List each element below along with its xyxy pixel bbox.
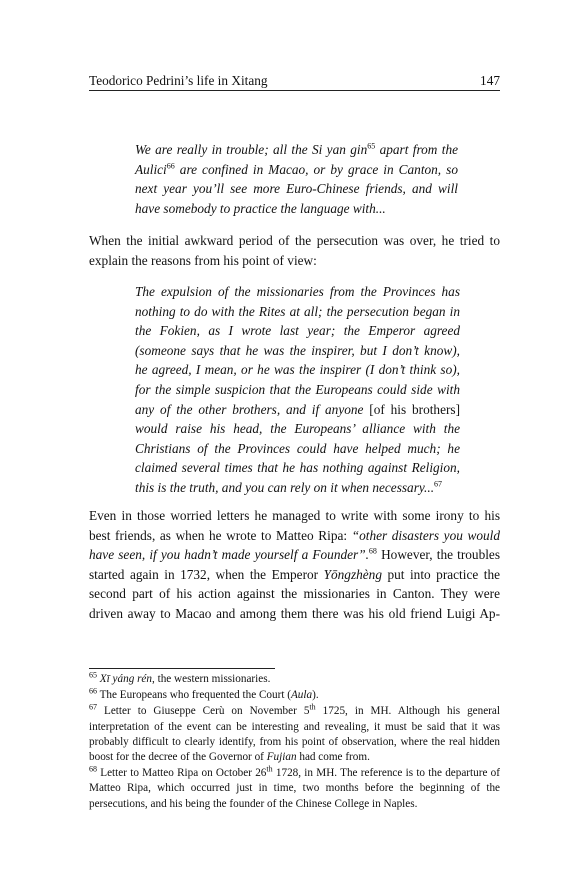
footnotes [89,672,500,813]
para2-line-3: have seen, if you hadn’t made yourself a Founder”.$^{68}$ However, the troubles [89,546,500,563]
quote1-line-1: We are really in trouble; all the Si yan gin$^{65}$ apart from the [135,141,458,157]
editorial-insert: [of his brothers] [369,401,461,417]
quote1-line-3: next year you’ll see more Euro-Chinese friends, and will [135,181,458,197]
quote1-line-2: Aulici$^{66}$ are confined in Macao, or by grace in Canton, so [135,161,458,177]
paragraph-2 [89,506,500,624]
footnote-68: $^{68}$ Letter to Matteo Ripa on October 26th 1728, in MH. The reference is to the departure of Matteo Ripa, which occurred just in time, two months before the beginning of the persecutions, and his being the founder of the Chinese College in Naples. [89,764,500,810]
running-header [89,73,500,89]
quote2-line: claimed several times that he has nothing against Religion, [135,460,460,476]
para2-line-4: started again in 1732, when the Emperor Yōngzhèng put into practice the [89,566,500,582]
block-quote-1 [135,140,458,218]
quote2-line: nothing to do with the Rites at all; the persecution began in [135,303,460,319]
quote2-line: would raise his head, the Europeans’ alliance with the [135,421,460,437]
footnote-65: $^{65}$ Xī yáng rén, the western missionaries. [89,670,271,685]
quote2-line: he agreed, I mean, or he was the inspirer (I don’t think so), [135,362,460,378]
para1-line-1: When the initial awkward period of the persecution was over, he tried to [89,233,500,248]
header-rule [89,90,500,91]
page-number: 147 [480,73,500,88]
para2-line-2: best friends, as when he wrote to Matteo Ripa: “other disasters you would [89,527,500,543]
note-ref-66: 66 [166,161,175,171]
quote1-line-4: have somebody to practice the language with... [135,200,386,216]
quote2-line-last: this is the truth, and you can rely on it when necessary...$^{67}$ [135,479,443,495]
para2-line-1: Even in those worried letters he managed to write with some irony to his [89,508,500,523]
quote2-line: Christians of the Provinces could have helped much; he [135,440,460,456]
footnote-rule [89,668,275,669]
para1-line-2: explain the reasons from his point of view: [89,252,317,268]
quote2-line: the Fokien, as I wrote last year; the Emperor agreed [135,323,460,339]
footnote-67: $^{67}$ Letter to Giuseppe Cerù on November 5th 1725, in MH. Although his general interpretation of the event can be interesting and revealing, it must be said that it was probably difficult to clearly identify, from his point of observation, where the real hidden boost for the decree of the Governor of Fujian had come from. [89,702,500,764]
para2-line-5: second part of his action against the missionaries in Canton. They were [89,586,500,602]
running-title: Teodorico Pedrini’s life in Xitang [89,73,268,88]
block-quote-2 [135,282,460,498]
quote2-line: The expulsion of the missionaries from the Provinces has [135,284,460,299]
paragraph-1 [89,231,500,270]
quote2-line: (someone says that he was the inspirer, but I don’t know), [135,342,460,358]
note-ref-67: 67 [434,479,443,489]
quote2-line: any of the other brothers, and if anyone [of his brothers] [135,401,461,417]
para2-line-6: driven away to Macao and among them there was his old friend Luigi Ap- [89,605,500,621]
quote2-line: for the simple suspicion that the Europeans could side with [135,381,460,397]
note-ref-65: 65 [367,141,376,151]
footnote-66: $^{66}$ The Europeans who frequented the Court (Aula). [89,686,319,702]
note-ref-68: 68 [368,546,377,556]
